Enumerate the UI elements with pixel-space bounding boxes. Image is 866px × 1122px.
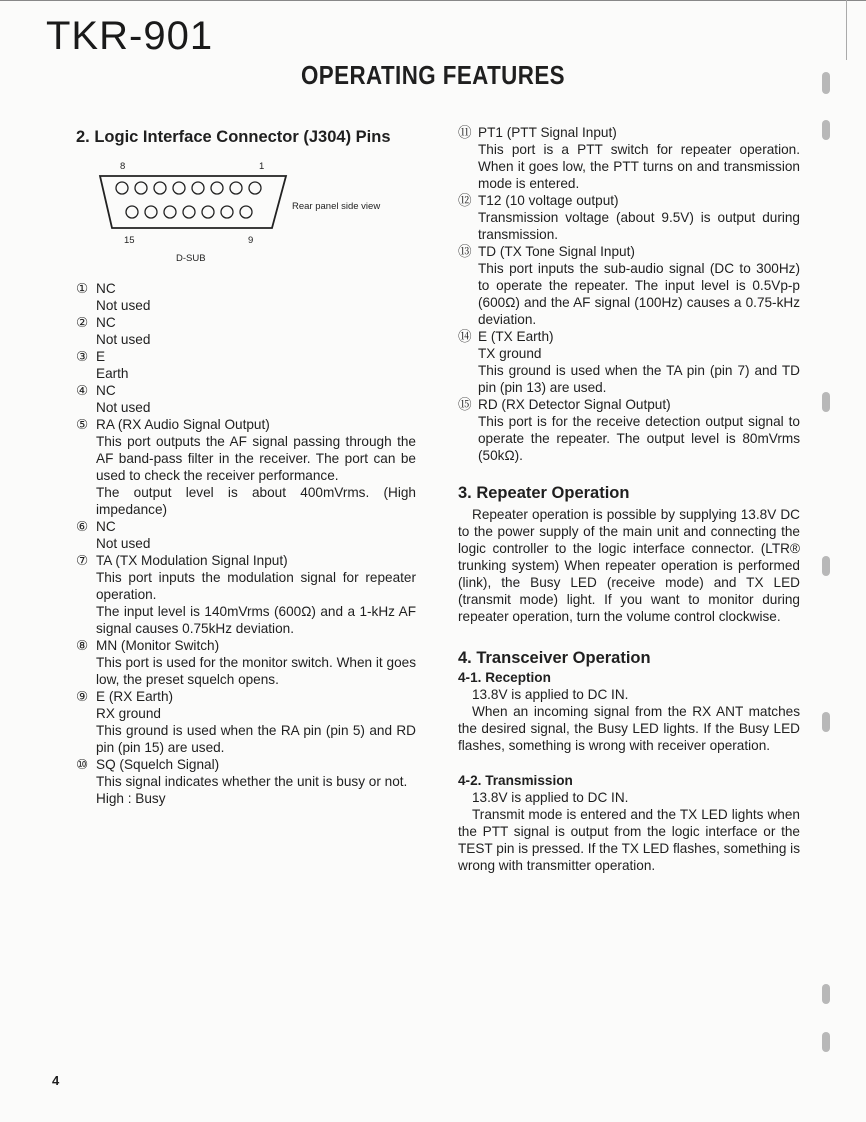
binding-hole-mark <box>822 1032 830 1052</box>
repeater-text: Repeater operation is possible by supplying 13.8V DC to the power supply of the main unit and connecting the logic controller to the logic interface connector. (LTR® trunking system) When repeater operation is performed (link), the Busy LED (receive mode) and TX LED (transmit mode) light. If you want to monitor during repeater operation, turn the volume control clockwise. <box>458 507 800 624</box>
pin-item: ④ NC Not used <box>76 383 151 415</box>
binding-hole-mark <box>822 712 830 732</box>
pin-item: ⑧ MN (Monitor Switch) This port is used for the monitor switch. When it goes low, the preset squelch opens. <box>76 638 416 687</box>
pin-item: ⑬ TD (TX Tone Signal Input) This port inputs the sub-audio signal (DC to 300Hz) to operate the repeater. The input level is 0.5Vp-p (600Ω) and the AF signal (100Hz) causes a 0.75-kHz deviation. <box>458 244 800 327</box>
connector-type-label: D-SUB <box>176 253 206 264</box>
transmission-heading: 4-2. Transmission <box>458 773 573 788</box>
view-label: Rear panel side view <box>292 201 381 212</box>
page-title: OPERATING FEATURES <box>300 60 566 90</box>
dsub-diagram <box>76 156 406 264</box>
right-column <box>458 124 800 874</box>
transmission-text-1: 13.8V is applied to DC IN. <box>472 790 629 805</box>
pin-item: ⑪ PT1 (PTT Signal Input) This port is a PTT switch for repeater operation. When it goes low, the PTT turns on and transmission mode is entered. <box>458 125 800 191</box>
transceiver-section <box>458 647 800 874</box>
pin-item: ⑮ RD (RX Detector Signal Output) This port is for the receive detection output signal to operate the repeater. The output level is 80mVrms (50kΩ). <box>458 397 800 463</box>
pin-15-label: 15 <box>124 235 135 246</box>
pin-9-label: 9 <box>248 235 254 246</box>
top-rule <box>0 0 866 1</box>
reception-heading: 4-1. Reception <box>458 670 551 685</box>
binding-hole-mark <box>822 120 830 140</box>
pin-item: ⑦ TA (TX Modulation Signal Input) This port inputs the modulation signal for repeater operation. The input level is 140mVrms (600Ω) and a 1-kHz AF signal causes 0.75kHz deviation. <box>76 553 416 636</box>
connector-heading: 2. Logic Interface Connector (J304) Pins <box>76 128 391 146</box>
transceiver-heading: 4. Transceiver Operation <box>458 649 651 667</box>
pin-item: ⑫ T12 (10 voltage output) Transmission voltage (about 9.5V) is output during transmission. <box>458 193 800 242</box>
margin-rule <box>846 0 847 60</box>
repeater-section <box>458 482 800 625</box>
pin-item: ③ E Earth <box>76 349 129 381</box>
page-number: 4 <box>52 1073 60 1088</box>
pin-list-right <box>458 124 800 464</box>
pin-item: ⑭ E (TX Earth) TX ground This ground is used when the TA pin (pin 7) and TD pin (pin 13) are used. <box>458 329 800 395</box>
pin-1-label: 1 <box>259 161 265 172</box>
repeater-heading: 3. Repeater Operation <box>458 484 630 502</box>
model-name: TKR-901 <box>46 14 214 58</box>
pin-list-left <box>76 280 416 807</box>
pin-8-label: 8 <box>120 161 126 172</box>
pin-item: ⑥ NC Not used <box>76 519 151 551</box>
binding-hole-mark <box>822 72 830 94</box>
reception-text-2: When an incoming signal from the RX ANT matches the desired signal, the Busy LED lights. If the Busy LED flashes, something is wrong with receiver operation. <box>458 704 800 753</box>
binding-hole-mark <box>822 556 830 576</box>
pin-item: ② NC Not used <box>76 315 151 347</box>
left-column <box>76 126 416 807</box>
pin-item: ⑨ E (RX Earth) RX ground This ground is used when the RA pin (pin 5) and RD pin (pin 15) are used. <box>76 689 416 755</box>
transmission-text-2: Transmit mode is entered and the TX LED lights when the PTT signal is output from the logic interface or the TEST pin is pressed. If the TX LED flashes, something is wrong with transmitter operation. <box>458 807 800 873</box>
pin-item: ① NC Not used <box>76 281 151 313</box>
binding-hole-mark <box>822 984 830 1004</box>
pin-item: ⑤ RA (RX Audio Signal Output) This port outputs the AF signal passing through the AF band-pass filter in the receiver. The port can be used to check the receiver performance. The output level is about 400mVrms. (High impedance) <box>76 417 416 517</box>
binding-hole-mark <box>822 392 830 412</box>
reception-text-1: 13.8V is applied to DC IN. <box>472 687 629 702</box>
pin-item: ⑩ SQ (Squelch Signal) This signal indicates whether the unit is busy or not. High : Busy <box>76 757 408 806</box>
